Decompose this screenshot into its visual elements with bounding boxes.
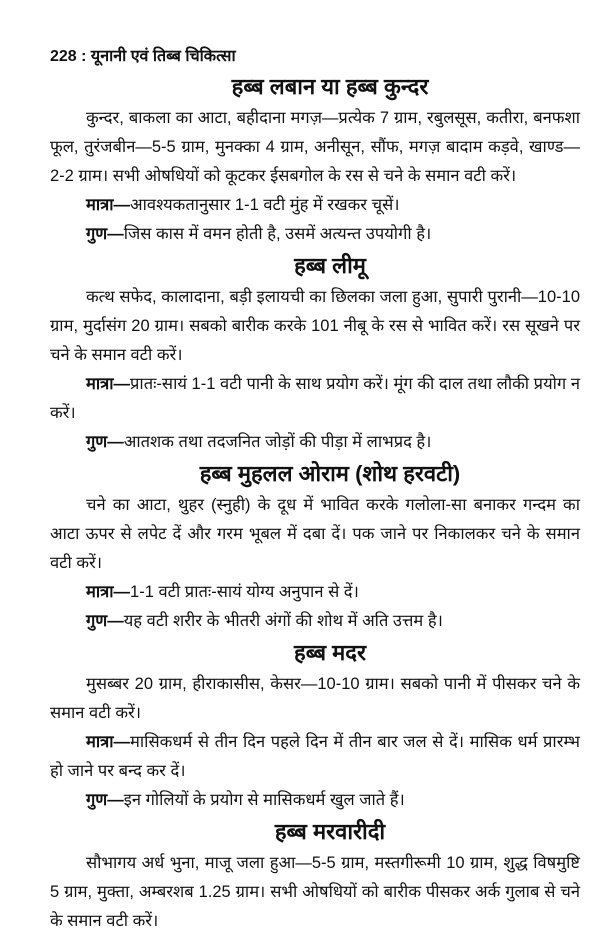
ingredients-paragraph: सौभागय अर्ध भुना, माजू जला हुआ—5-5 ग्राम, मस्तगीरूमी 10 ग्राम, शुद्ध विषमुष्टि 5 ग्राम, मुक्ता, अम्बरशब 1.25 ग्राम। सभी ओषधियों को बारीक पीसकर अर्क गुलाब से चने के समान वटी करें। [50,854,580,930]
section-habb-muhallal-oram [50,457,580,636]
book-page [50,44,580,936]
page-number: 228 [50,48,77,65]
dosage-paragraph: मात्रा—आवश्यकतानुसार 1-1 वटी मुंह में रखकर चूसें। [86,196,400,214]
separator: : [76,48,91,65]
section-title: हब्ब मदर [294,640,366,665]
section-title: हब्ब लीमू [294,253,366,278]
running-head [50,44,580,66]
dosage-paragraph: मात्रा—1-1 वटी प्रातः-सायं योग्य अनुपान से दें। [86,583,359,601]
dosage-paragraph: मात्रा—मासिकधर्म से तीन दिन पहले दिन में तीन बार जल से दें। मासिक धर्म प्रारम्भ हो जाने पर बन्द कर दें। [50,733,580,780]
section-title: हब्ब मुहलल ओराम (शोथ हरवटी) [199,461,461,486]
benefit-paragraph: गुण—यह वटी शरीर के भीतरी अंगों की शोथ में अति उत्तम है। [86,612,443,630]
benefit-paragraph: गुण—जिस कास में वमन होती है, उसमें अत्यन्त उपयोगी है। [86,225,432,243]
section-habb-laban [50,70,580,249]
ingredients-paragraph: कत्थ सफेद, कालादाना, बड़ी इलायची का छिलका जला हुआ, सुपारी पुरानी—10-10 ग्राम, मुर्दासंग 20 ग्राम। सबको बारीक करके 101 नीबू के रस से भावित करें। रस सूखने पर चने के समान वटी करें। [50,288,580,364]
book-title: यूनानी एवं तिब्ब चिकित्सा [90,48,236,65]
ingredients-paragraph: मुसब्बर 20 ग्राम, हीराकासीस, केसर—10-10 ग्राम। सबको पानी में पीसकर चने के समान वटी करें। [50,675,580,722]
ingredients-paragraph: चने का आटा, थुहर (स्नुही) के दूध में भावित करके गलोला-सा बनाकर गन्दम का आटा ऊपर से लपेट दें और गरम भूबल में दबा दें। पक जाने पर निकालकर चने के समान वटी करें। [50,496,580,572]
section-habb-madar [50,636,580,815]
benefit-paragraph: गुण—आतशक तथा तदजनित जोड़ों की पीड़ा में लाभप्रद है। [86,433,432,451]
dosage-paragraph: मात्रा—प्रातः-सायं 1-1 वटी पानी के साथ प्रयोग करें। मूंग की दाल तथा लौकी प्रयोग न करें। [50,375,580,422]
ingredients-paragraph: कुन्दर, बाकला का आटा, बहीदाना मगज़—प्रत्येक 7 ग्राम, रबुलसूस, कतीरा, बनफशा फूल, तुरंजबीन—5-5 ग्राम, मुनक्का 4 ग्राम, अनीसून, सौंफ, मगज़ बादाम कड़वे, खाण्ड—2-2 ग्राम। सभी ओषधियों को कूटकर ईसबगोल के रस से चने के समान वटी करें। [50,109,580,185]
section-title: हब्ब मरवारीदी [274,819,386,844]
section-title: हब्ब लबान या हब्ब कुन्दर [231,74,429,99]
benefit-paragraph: गुण—इन गोलियों के प्रयोग से मासिकधर्म खुल जाते हैं। [86,791,405,809]
section-habb-marvaridi [50,815,580,936]
section-habb-limu [50,249,580,457]
